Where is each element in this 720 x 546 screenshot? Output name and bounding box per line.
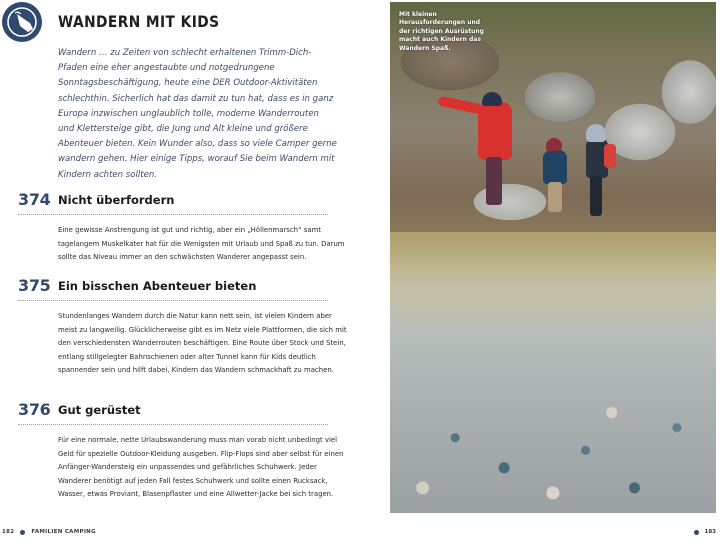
dotted-divider	[18, 424, 328, 425]
bullet-dot-icon	[20, 530, 25, 535]
dotted-divider	[18, 214, 328, 215]
tip-title: Gut gerüstet	[58, 403, 141, 417]
tip-374	[0, 190, 370, 261]
photo-figure-hat	[482, 92, 502, 106]
photo-figure-hood	[586, 124, 606, 142]
tip-header	[0, 190, 370, 216]
hiking-photo	[390, 2, 716, 513]
footer-right	[694, 529, 716, 535]
hiking-boot-icon	[2, 2, 42, 42]
tip-body: Stundenlanges Wandern durch die Natur kann nett sein, ist vielen Kindern aber meist zu langweilig. Glücklicherweise gibt es im Netz viele Plattformen, die sich mit den verschiedensten Wanderrouten beschäftigen. Eine Route über Stock und Stein, entlang stillgelegter Bahnschienen oder alter Tunnel kann für Kids deutlich spannender sein und hilft dabei, Kindern das Wandern schmackhaft zu machen.	[58, 312, 347, 374]
tip-number: 374	[18, 190, 51, 209]
photo-figure-legs	[590, 176, 602, 216]
tip-header	[0, 400, 370, 426]
footer-left	[2, 529, 96, 535]
photo-figure-adult	[478, 102, 512, 160]
chapter-title: WANDERN MIT KIDS	[58, 12, 220, 31]
tip-body: Eine gewisse Anstrengung ist gut und richtig, aber ein „Höllenmarsch“ samt tagelangem Muskelkater hat für die Wenigsten mit Urlaub und Spaß zu tun. Darum sollte das Niveau immer an den schwächsten Wanderer angepasst sein.	[58, 226, 345, 261]
photo-pebbles	[390, 262, 716, 513]
tip-375	[0, 276, 370, 374]
photo-figure-legs	[486, 157, 502, 205]
tip-number: 376	[18, 400, 51, 419]
tip-title: Ein bisschen Abenteuer bieten	[58, 279, 257, 293]
photo-caption: Mit kleinen Herausforderungen und der richtigen Ausrüstung macht auch Kindern das Wandern Spaß.	[399, 11, 484, 52]
chapter-intro: Wandern … zu Zeiten von schlecht erhaltenen Trimm-Dich-Pfaden eine eher angestaubte und notgedrungene Sonntagsbeschäftigung, heute eine DER Outdoor-Aktivitäten schlechthin. Sicherlich hat das damit zu tun hat, dass es in ganz Europa inzwischen unglaublich tolle, moderne Wanderrouten und Klettersteige gibt, die Jung und Alt kleine und größere Abenteuer bieten. Kein Wunder also, dass so viele Camper gerne wandern gehen. Hier einige Tipps, worauf Sie beim Wandern mit Kindern achten sollten.	[58, 47, 337, 180]
photo-figure-legs	[548, 182, 562, 212]
page-number: 183	[704, 529, 716, 535]
tip-number: 375	[18, 276, 51, 295]
tip-body: Für eine normale, nette Urlaubswanderung muss man vorab nicht unbedingt viel Geld für spezielle Outdoor-Kleidung ausgeben. Flip-Flops sind aber selbst für einen Anfänger-Wandersteig ein unpassendes und gefährliches Schuhwerk. Jeder Wanderer benötigt auf jeden Fall festes Schuhwerk und sollte einen Rucksack, Wasser, etwas Proviant, Blasenpflaster und eine Allwetter-Jacke bei sich tragen.	[58, 436, 344, 498]
dotted-divider	[18, 300, 328, 301]
tip-header	[0, 276, 370, 302]
bullet-dot-icon	[694, 530, 699, 535]
photo-figure-backpack	[604, 144, 616, 168]
tip-title: Nicht überfordern	[58, 193, 175, 207]
photo-figure-arm	[437, 96, 482, 115]
page-number: 182	[2, 529, 15, 535]
photo-figure-child	[543, 150, 567, 184]
photo-figure-hat	[546, 138, 562, 151]
tip-376	[0, 400, 370, 498]
section-name: FAMILIEN CAMPING	[31, 529, 96, 535]
